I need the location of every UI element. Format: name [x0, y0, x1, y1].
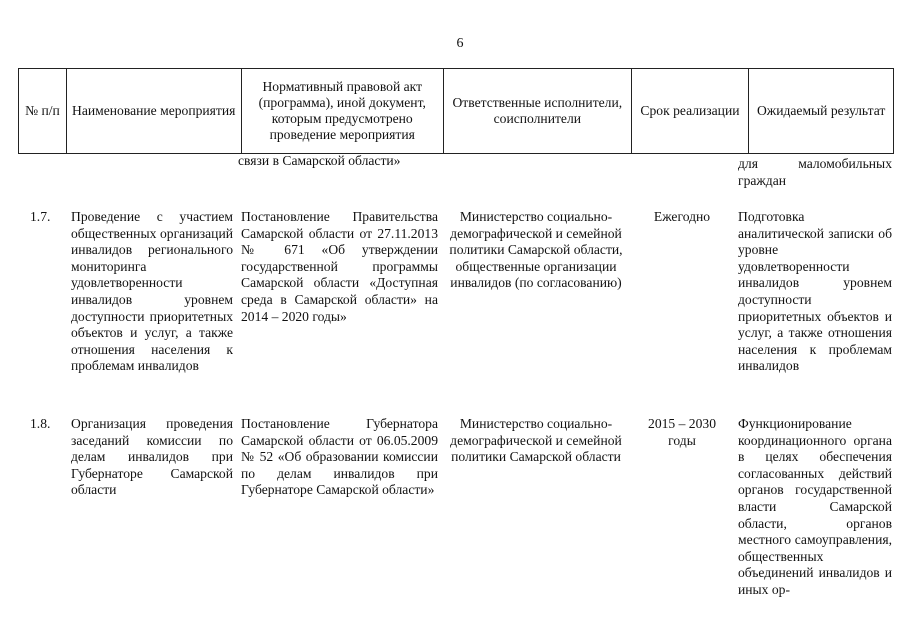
- row-number: 1.8.: [30, 416, 51, 431]
- row-number: 1.7.: [30, 209, 51, 224]
- row-legal-act: Постановление Губернатора Самарской области от 06.05.2009 № 52 «Об образовании комиссии по делам инвалидов при Губернаторе Самарской области»: [241, 416, 438, 498]
- carryover-result: для маломобильных граждан: [738, 156, 892, 188]
- header-executors: Ответственные исполнители, соисполнители: [444, 69, 632, 153]
- row-result: Функционирование координационного органа в целях обеспечения согласованных действий органов государственной власти Самарской области, органов местного самоуправления, общественных объединений инвалидов и иных ор-: [738, 416, 892, 597]
- row-legal-act: Постановление Правительства Самарской области от 27.11.2013 № 671 «Об утверждении государственной программы Самарской области «Доступная среда в Самарской области» на 2014 – 2020 годы»: [241, 209, 438, 324]
- header-number: № п/п: [19, 69, 67, 153]
- page-number: 6: [456, 36, 464, 51]
- row-executors: Министерство социально-демографической и семейной политики Самарской области, общественные организации инвалидов (по согласованию): [449, 209, 623, 291]
- header-result: Ожидаемый результат: [756, 103, 886, 118]
- row-executors: Министерство социально-демографической и семейной политики Самарской области: [450, 416, 622, 465]
- header-activity-name: Наименование мероприятия: [67, 69, 242, 153]
- carryover-legal-act: связи в Самарской области»: [238, 153, 401, 168]
- row-term: Ежегодно: [653, 209, 711, 224]
- table-header: [18, 68, 894, 154]
- row-activity-name: Организация проведения заседаний комиссии по делам инвалидов при Губернаторе Самарской области: [71, 416, 233, 498]
- row-activity-name: Проведение с участием общественных организаций инвалидов регионального мониторинга удовлетворенности инвалидов уровнем доступности приоритетных объектов и услуг, а также отношения населения к проблемам инвалидов: [71, 209, 233, 374]
- row-result: Подготовка аналитической записки об уровне удовлетворенности инвалидов уровнем доступности приоритетных объектов и услуг, а также отношения населения к проблемам инвалидов: [738, 209, 892, 374]
- header-term: Срок реализации: [632, 69, 750, 153]
- row-term: 2015 – 2030 годы: [648, 416, 716, 448]
- header-legal-act: Нормативный правовой акт (программа), иной документ, которым предусмотрено проведение мероприятия: [242, 69, 445, 153]
